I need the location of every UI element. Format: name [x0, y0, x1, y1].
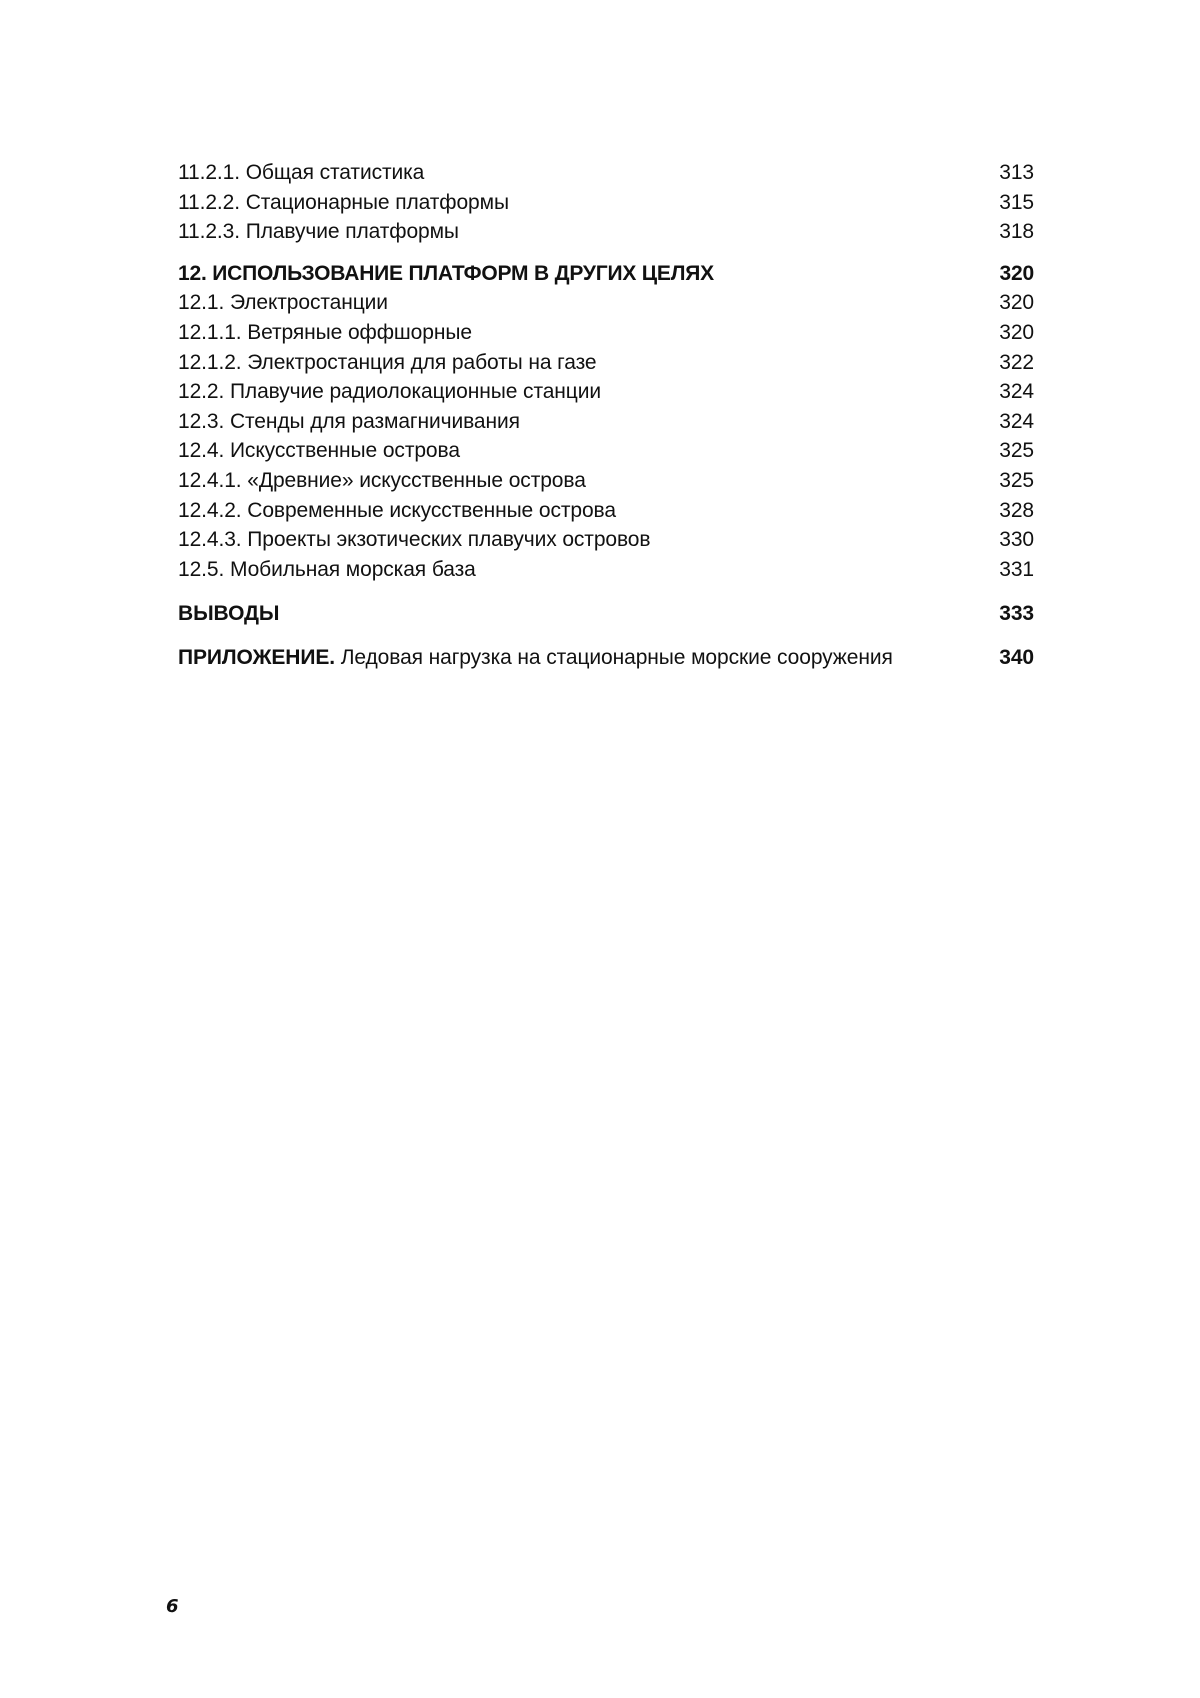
- toc-entry-12-4-2: [178, 496, 1034, 526]
- toc-entry-title: 12.4.3. Проекты экзотических плавучих островов: [178, 525, 650, 555]
- toc-entry-12-1-2: [178, 348, 1034, 378]
- toc-entry-12-4-3: [178, 525, 1034, 555]
- toc-entry-12-1: [178, 288, 1034, 318]
- table-of-contents: [178, 158, 1034, 673]
- toc-entry-11-2-3: [178, 217, 1034, 247]
- appendix-label: ПРИЛОЖЕНИЕ.: [178, 646, 335, 669]
- toc-entry-title: 11.2.2. Стационарные платформы: [178, 188, 509, 218]
- toc-entry-title: 12.4.2. Современные искусственные острова: [178, 496, 616, 526]
- toc-entry-title: 12.3. Стенды для размагничивания: [178, 407, 520, 437]
- toc-entry-title: 12.2. Плавучие радиолокационные станции: [178, 377, 601, 407]
- toc-entry-page: 318: [999, 217, 1034, 247]
- toc-entry-12-5: [178, 555, 1034, 585]
- toc-entry-title: 11.2.1. Общая статистика: [178, 158, 424, 188]
- toc-entry-11-2-1: [178, 158, 1034, 188]
- toc-entry-title: 12.1.2. Электростанция для работы на газе: [178, 348, 597, 378]
- toc-entry-title: 11.2.3. Плавучие платформы: [178, 217, 459, 247]
- toc-entry-title: 12.1.1. Ветряные оффшорные: [178, 318, 472, 348]
- toc-entry-title: 12.5. Мобильная морская база: [178, 555, 476, 585]
- toc-entry-12-4-1: [178, 466, 1034, 496]
- toc-entry-page: 320: [999, 288, 1034, 318]
- appendix-heading: [178, 643, 893, 673]
- appendix-title: Ледовая нагрузка на стационарные морские сооружения: [335, 646, 893, 669]
- toc-entry-page: 320: [999, 318, 1034, 348]
- conclusions-title: ВЫВОДЫ: [178, 599, 279, 629]
- toc-entry-11-2-2: [178, 188, 1034, 218]
- toc-conclusions: [178, 599, 1034, 629]
- toc-entry-page: 315: [999, 188, 1034, 218]
- toc-chapter-12: [178, 259, 1034, 289]
- toc-entry-title: 12.4. Искусственные острова: [178, 436, 460, 466]
- toc-entry-12-2: [178, 377, 1034, 407]
- toc-entry-12-1-1: [178, 318, 1034, 348]
- chapter-page: 320: [1000, 259, 1034, 289]
- toc-entry-12-4: [178, 436, 1034, 466]
- conclusions-page: 333: [999, 599, 1034, 629]
- toc-entry-page: 324: [999, 377, 1034, 407]
- appendix-page: 340: [999, 643, 1034, 673]
- toc-entry-12-3: [178, 407, 1034, 437]
- toc-entry-page: 330: [999, 525, 1034, 555]
- toc-entry-title: 12.1. Электростанции: [178, 288, 388, 318]
- toc-entry-page: 325: [999, 466, 1034, 496]
- toc-entry-page: 322: [999, 348, 1034, 378]
- toc-entry-page: 313: [999, 158, 1034, 188]
- page-number: 6: [166, 1596, 179, 1617]
- toc-entry-page: 324: [999, 407, 1034, 437]
- toc-appendix: [178, 643, 1034, 673]
- toc-entry-page: 331: [999, 555, 1034, 585]
- toc-entry-title: 12.4.1. «Древние» искусственные острова: [178, 466, 586, 496]
- chapter-title: 12. ИСПОЛЬЗОВАНИЕ ПЛАТФОРМ В ДРУГИХ ЦЕЛЯХ: [178, 259, 714, 289]
- toc-entry-page: 325: [999, 436, 1034, 466]
- toc-entry-page: 328: [999, 496, 1034, 526]
